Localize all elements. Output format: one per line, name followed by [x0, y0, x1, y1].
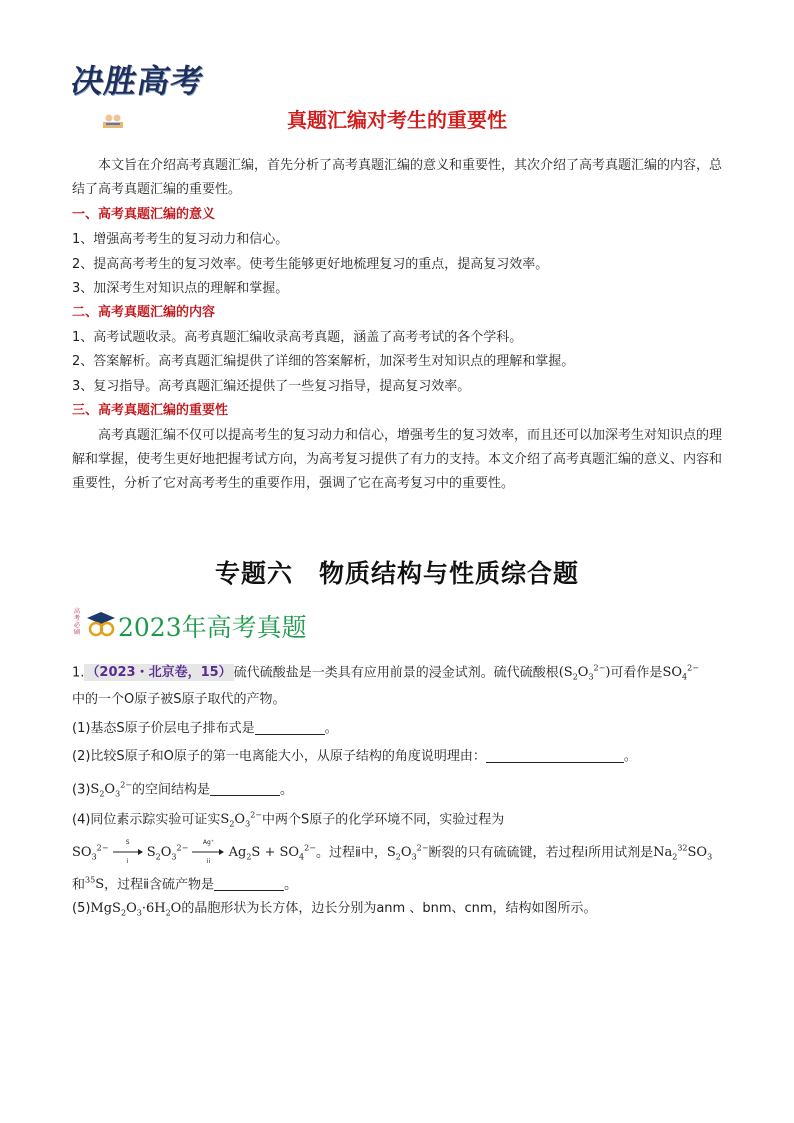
- year-tag: 高考必刷: [74, 608, 81, 636]
- list-item: 3、加深考生对知识点的理解和掌握。: [72, 281, 289, 296]
- logo-text: 决胜高考: [68, 62, 208, 100]
- sub-question-3-text: 的空间结构是: [131, 782, 210, 798]
- reaction-arrow-1: [113, 838, 143, 865]
- process-text: 。过程ⅱ中，: [315, 845, 387, 861]
- sub-question-5-text: 的晶胞形状为长方体，边长分别为anm 、bnm、cnm，结构如图所示。: [181, 901, 597, 916]
- sub-question-1: [72, 718, 338, 740]
- punct: 。: [623, 749, 637, 764]
- answer-blank[interactable]: [214, 876, 284, 891]
- conclusion-paragraph: 高考真题汇编不仅可以提高考生的复习动力和信心，增强考生的复习效率，而且还可以加深考生对知识点的理解和掌握，使考生更好地把握考试方向，为高考复习提供了有力的支持。本文介绍了高考真题汇编的意义、内容和重要性，分析了它对高考考生的重要作用，强调了它在高考复习中的重要性。: [72, 428, 723, 491]
- thiosulfate-formula: $S_2O_3^{2-}$: [386, 844, 429, 862]
- punct: 。: [324, 721, 338, 736]
- sub-question-4-text-b: 中两个S原子的化学环境不同，实验过程为: [261, 812, 505, 828]
- answer-blank[interactable]: [210, 781, 280, 796]
- reaction-arrow-2: [192, 838, 224, 865]
- list-item: 1、高考试题收录。高考真题汇编收录高考真题，涵盖了高考考试的各个学科。: [72, 330, 523, 345]
- sub-question-4-text: (4)同位素示踪实验可证实: [72, 812, 221, 828]
- question-line-2: 中的一个O原子被S原子取代的产物。: [72, 692, 286, 707]
- section-heading-3: 三、高考真题汇编的重要性: [72, 403, 229, 418]
- arrow-label: ii: [206, 857, 211, 865]
- question-line-1: [72, 658, 699, 689]
- list-item: 3、复习指导。高考真题汇编还提供了一些复习指导，提高复习效率。: [72, 379, 471, 394]
- arrow-label: i: [126, 857, 129, 865]
- arrow-label: S: [125, 838, 130, 846]
- question-stem: 硫代硫酸盐是一类具有应用前景的浸金试剂。硫代硫酸根: [233, 665, 559, 681]
- punct: 。: [284, 877, 298, 893]
- list-item: 2、提高高考考生的复习效率。使考生能够更好地梳理复习的重点，提高复习效率。: [72, 257, 549, 272]
- question-source: （2023・北京卷，15）: [86, 665, 232, 681]
- intro-paragraph: 本文旨在介绍高考真题汇编，首先分析了高考真题汇编的意义和重要性，其次介绍了高考真题汇编的内容，总结了高考真题汇编的重要性。: [72, 158, 723, 197]
- sub-question-2: [72, 746, 637, 768]
- sub-question-5: [72, 898, 597, 925]
- document-title: 真题汇编对考生的重要性: [287, 108, 507, 132]
- graduate-cap-icon: [86, 610, 116, 644]
- sub-question-4-end: [72, 870, 297, 896]
- punct: 。: [280, 782, 294, 798]
- thiosulfate-formula: $(S_2O_3^{2-})$: [558, 664, 611, 682]
- list-item: 1、增强高考考生的复习动力和信心。: [72, 232, 289, 247]
- sub-question-4-text-c: ，过程ⅱ含硫产物是: [104, 877, 215, 893]
- magnesium-thiosulfate-formula: $MgS_2O_3\cdot 6H_2O$: [90, 901, 182, 918]
- thiosulfate-formula: $S_2O_3^{2-}$: [90, 781, 132, 799]
- sulfur-isotope-formula: $^{35}$S: [85, 876, 105, 893]
- thiosulfate-formula: $S_2O_3^{2-}$: [220, 811, 262, 829]
- question-stem-b: 可看作是: [610, 665, 663, 681]
- thiosulfate-formula: $S_2O_3^{2-}$: [146, 844, 189, 862]
- sub-question-5-num: (5): [72, 901, 91, 916]
- section-heading-2: 二、高考真题汇编的内容: [72, 305, 216, 320]
- answer-blank[interactable]: [255, 720, 325, 735]
- reaction-line: [72, 838, 712, 869]
- answer-blank[interactable]: [486, 748, 624, 763]
- arrow-label: Ag⁺: [202, 838, 214, 846]
- products-formula: $Ag_2S + SO_4^{2-}$: [228, 844, 316, 862]
- process-text-b: 断裂的只有硫硫键，若过程ⅰ所用试剂是: [428, 845, 654, 861]
- sodium-sulfite-formula: $Na_2^{32}SO_3$: [653, 844, 713, 862]
- list-item: 2、答案解析。高考真题汇编提供了详细的答案解析，加深考生对知识点的理解和掌握。: [72, 354, 575, 369]
- sub-question-2-text: (2)比较S原子和O原子的第一电离能大小，从原子结构的角度说明理由：: [72, 749, 486, 764]
- question-number: 1.: [72, 665, 85, 681]
- sulfite-formula: $SO_3^{2-}$: [72, 844, 109, 862]
- and-text: 和: [72, 877, 86, 893]
- main-title: 专题六 物质结构与性质综合题: [214, 559, 579, 588]
- year-heading-text: 2023年高考真题: [118, 613, 307, 642]
- sub-question-1-text: (1)基态S原子价层电子排布式是: [72, 721, 255, 736]
- sub-question-3: $(3)S_2O_3^{2-}$的空间结构是 。: [72, 781, 294, 799]
- section-heading-1: 一、高考真题汇编的意义: [72, 207, 216, 222]
- sulfate-formula: $SO_4^{2-}$: [662, 664, 699, 682]
